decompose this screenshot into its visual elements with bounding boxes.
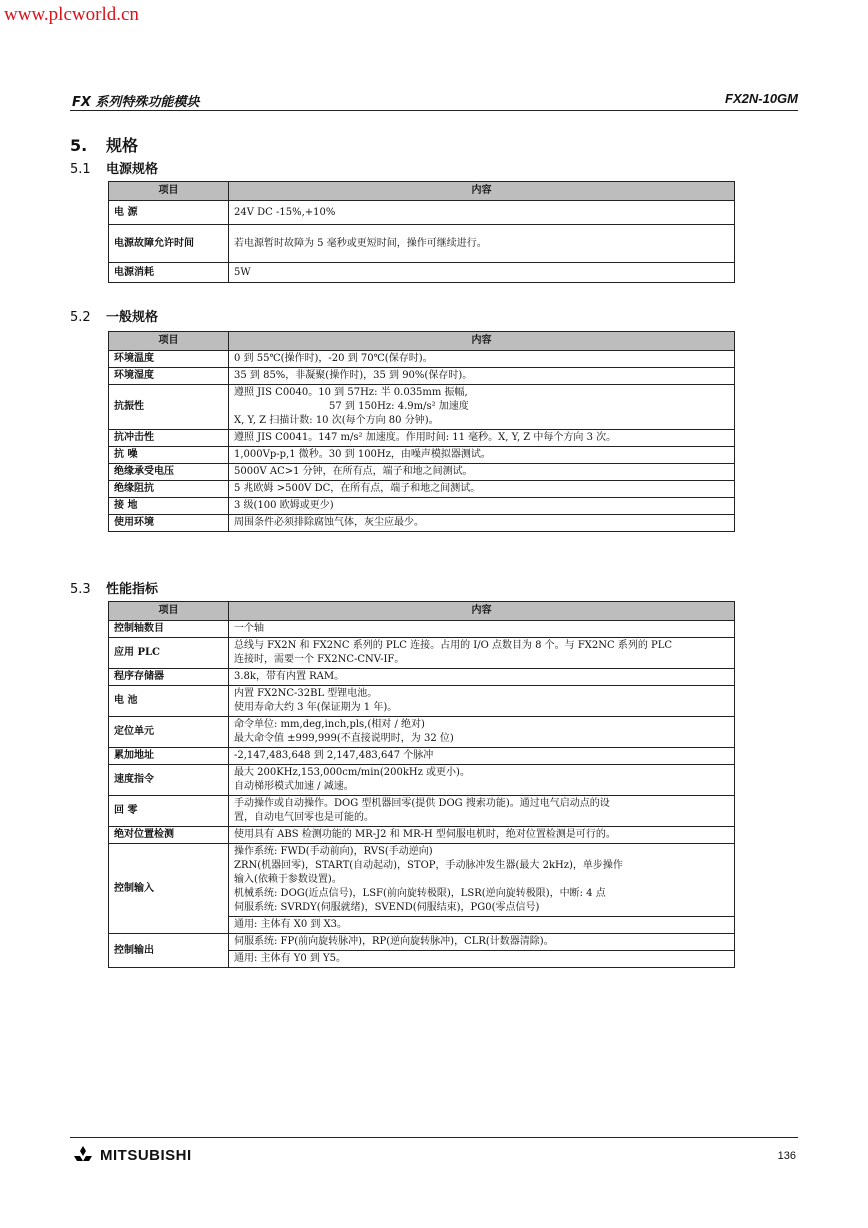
subsection-number: 5.2: [70, 310, 91, 325]
subsection-title: 一般规格: [106, 310, 159, 325]
subsection-heading-power: [70, 158, 158, 177]
content-line: X, Y, Z 扫描计数: 10 次(每个方向 80 分钟)。: [234, 415, 439, 426]
content-line: 最大 200KHz,153,000cm/min(200kHz 或更小)。: [234, 767, 470, 778]
row-label: 使用环境: [109, 515, 229, 532]
content-line: -2,147,483,648 到 2,147,483,647 个脉冲: [234, 750, 434, 761]
content-line: 一个轴: [234, 623, 264, 634]
table-row: [109, 447, 735, 464]
row-label: 绝缘阻抗: [109, 481, 229, 498]
header-rule: [70, 110, 798, 111]
row-content: [229, 827, 735, 844]
table-row: [109, 827, 735, 844]
table-row: [109, 515, 735, 532]
row-content: [229, 225, 735, 263]
row-content: [229, 748, 735, 765]
table-row: [109, 717, 735, 748]
three-diamonds-icon: [70, 1145, 96, 1165]
row-content: [229, 717, 735, 748]
content-line: 最大命令值 ±999,999(不直接说明时，为 32 位): [234, 733, 454, 744]
row-label: 电 池: [109, 686, 229, 717]
content-line: 自动梯形模式加速 / 减速。: [234, 781, 354, 792]
column-header-content: 内容: [229, 602, 735, 621]
content-line: 机械系统: DOG(近点信号)，LSF(前向旋转极限)，LSR(逆向旋转极限)，中断: 4 点: [234, 888, 606, 899]
row-content: [229, 263, 735, 283]
content-line: 3 级(100 欧姆或更少): [234, 500, 334, 511]
brand-name: MITSUBISHI: [100, 1146, 192, 1164]
header-series-title: FX 系列特殊功能模块: [72, 95, 200, 110]
content-line: 置，自动电气回零也是可能的。: [234, 812, 374, 823]
row-content: [229, 638, 735, 669]
content-line: 命令单位: mm,deg,inch,pls,(相对 / 绝对): [234, 719, 425, 730]
header-model: FX2N-10GM: [725, 91, 798, 106]
row-content: 伺服系统: FP(前向旋转脉冲)，RP(逆向旋转脉冲)，CLR(计数器清除)。: [229, 934, 735, 951]
watermark-url: www.plcworld.cn: [4, 4, 139, 25]
row-content: [229, 686, 735, 717]
row-content: [229, 481, 735, 498]
subsection-number: 5.1: [70, 162, 91, 177]
content-line: ZRN(机器回零)，START(自动起动)，STOP，手动脉冲发生器(最大 2kHz)，单步操作: [234, 860, 623, 871]
general-spec-table: [108, 331, 735, 532]
table-row: [109, 638, 735, 669]
content-line: 内置 FX2NC-32BL 型锂电池。: [234, 688, 378, 699]
content-line: 35 到 85%，非凝聚(操作时)，35 到 90%(保存时)。: [234, 370, 473, 381]
row-content: [229, 796, 735, 827]
content-line: 连接时，需要一个 FX2NC-CNV-IF。: [234, 654, 405, 665]
row-content: [229, 368, 735, 385]
table-row: [109, 263, 735, 283]
row-content: [229, 515, 735, 532]
row-content: 通用: 主体有 Y0 到 Y5。: [229, 951, 735, 968]
table-row: [109, 796, 735, 827]
footer-rule: [70, 1137, 798, 1138]
content-line: 0 到 55℃(操作时)，-20 到 70℃(保存时)。: [234, 353, 433, 364]
table-row: [109, 225, 735, 263]
row-content: 通用: 主体有 X0 到 X3。: [229, 917, 735, 934]
section-number: 5.: [70, 136, 88, 155]
content-line: 24V DC -15%,+10%: [234, 206, 336, 218]
content-line: 遵照 JIS C0040。10 到 57Hz: 半 0.035mm 振幅,: [234, 387, 468, 398]
row-content: [229, 430, 735, 447]
content-line: 使用具有 ABS 检测功能的 MR-J2 和 MR-H 型伺服电机时，绝对位置检测是可行的。: [234, 829, 616, 840]
table-row: [109, 669, 735, 686]
subsection-heading-performance: [70, 578, 158, 597]
row-content: [229, 498, 735, 515]
content-line: 输入(依赖于参数设置)。: [234, 874, 342, 885]
row-label: 环境湿度: [109, 368, 229, 385]
brand-logo: [70, 1145, 192, 1165]
content-line: 遵照 JIS C0041。147 m/s² 加速度。作用时间: 11 毫秒。X, Y, Z 中每个方向 3 次。: [234, 432, 617, 443]
row-content: [229, 385, 735, 430]
subsection-title: 性能指标: [106, 582, 159, 597]
content-line: 5W: [234, 266, 251, 278]
column-header-content: 内容: [229, 182, 735, 201]
content-line: 手动操作或自动操作。DOG 型机器回零(提供 DOG 搜索功能)。通过电气启动点的设: [234, 798, 610, 809]
column-header-item: 项目: [109, 332, 229, 351]
row-label: 抗 噪: [109, 447, 229, 464]
row-content: [229, 201, 735, 225]
row-label: 控制输出: [109, 934, 229, 968]
column-header-item: 项目: [109, 602, 229, 621]
row-label: 累加地址: [109, 748, 229, 765]
row-label: 控制输入: [109, 844, 229, 934]
row-label: 应用 PLC: [109, 638, 229, 669]
table-row: [109, 498, 735, 515]
row-content: [229, 621, 735, 638]
row-content: [229, 669, 735, 686]
subsection-title: 电源规格: [106, 162, 159, 177]
row-label: 抗振性: [109, 385, 229, 430]
subsection-heading-general: [70, 306, 158, 325]
row-label: 接 地: [109, 498, 229, 515]
row-label: 环境温度: [109, 351, 229, 368]
content-line: 3.8k，带有内置 RAM。: [234, 671, 345, 682]
row-label: 控制轴数目: [109, 621, 229, 638]
row-label: 定位单元: [109, 717, 229, 748]
row-content: [229, 844, 735, 917]
content-line: 若电源暂时故障为 5 毫秒或更短时间，操作可继续进行。: [234, 237, 487, 249]
row-content: [229, 464, 735, 481]
table-row: [109, 621, 735, 638]
row-label: 电源故障允许时间: [109, 225, 229, 263]
table-row: [109, 844, 735, 917]
row-label: 回 零: [109, 796, 229, 827]
row-label: 程序存储器: [109, 669, 229, 686]
content-line: 操作系统: FWD(手动前向)，RVS(手动逆向): [234, 846, 433, 857]
row-label: 抗冲击性: [109, 430, 229, 447]
content-line: 周围条件必须排除腐蚀气体，灰尘应最少。: [234, 517, 424, 528]
table-row: [109, 934, 735, 951]
table-row: [109, 464, 735, 481]
row-content: [229, 765, 735, 796]
table-row: [109, 385, 735, 430]
content-line: 使用寿命大约 3 年(保证期为 1 年)。: [234, 702, 398, 713]
table-row: [109, 430, 735, 447]
section-title: 规格: [106, 136, 139, 155]
table-row: [109, 765, 735, 796]
row-label: 速度指令: [109, 765, 229, 796]
table-row: [109, 686, 735, 717]
row-content: [229, 447, 735, 464]
table-row: [109, 351, 735, 368]
row-content: [229, 351, 735, 368]
performance-spec-table: [108, 601, 735, 968]
column-header-item: 项目: [109, 182, 229, 201]
page-number: 136: [777, 1150, 796, 1162]
power-spec-table: [108, 181, 735, 283]
content-line: 总线与 FX2N 和 FX2NC 系列的 PLC 连接。占用的 I/O 点数目为 8 个。与 FX2NC 系列的 PLC: [234, 640, 673, 651]
row-label: 绝缘承受电压: [109, 464, 229, 481]
subsection-number: 5.3: [70, 582, 91, 597]
column-header-content: 内容: [229, 332, 735, 351]
row-label: 电源消耗: [109, 263, 229, 283]
content-line: 57 到 150Hz: 4.9m/s² 加速度: [329, 401, 469, 412]
table-row: [109, 368, 735, 385]
section-heading: [70, 133, 138, 156]
content-line: 1,000Vp-p,1 微秒。30 到 100Hz，由噪声模拟器测试。: [234, 449, 491, 460]
content-line: 5 兆欧姆 >500V DC，在所有点，端子和地之间测试。: [234, 483, 481, 494]
row-label: 电 源: [109, 201, 229, 225]
row-label: 绝对位置检测: [109, 827, 229, 844]
table-row: [109, 481, 735, 498]
content-line: 伺服系统: SVRDY(伺服就绪)，SVEND(伺服结束)，PG0(零点信号): [234, 902, 540, 913]
table-row: [109, 748, 735, 765]
table-row: [109, 201, 735, 225]
content-line: 5000V AC>1 分钟，在所有点，端子和地之间测试。: [234, 466, 473, 477]
